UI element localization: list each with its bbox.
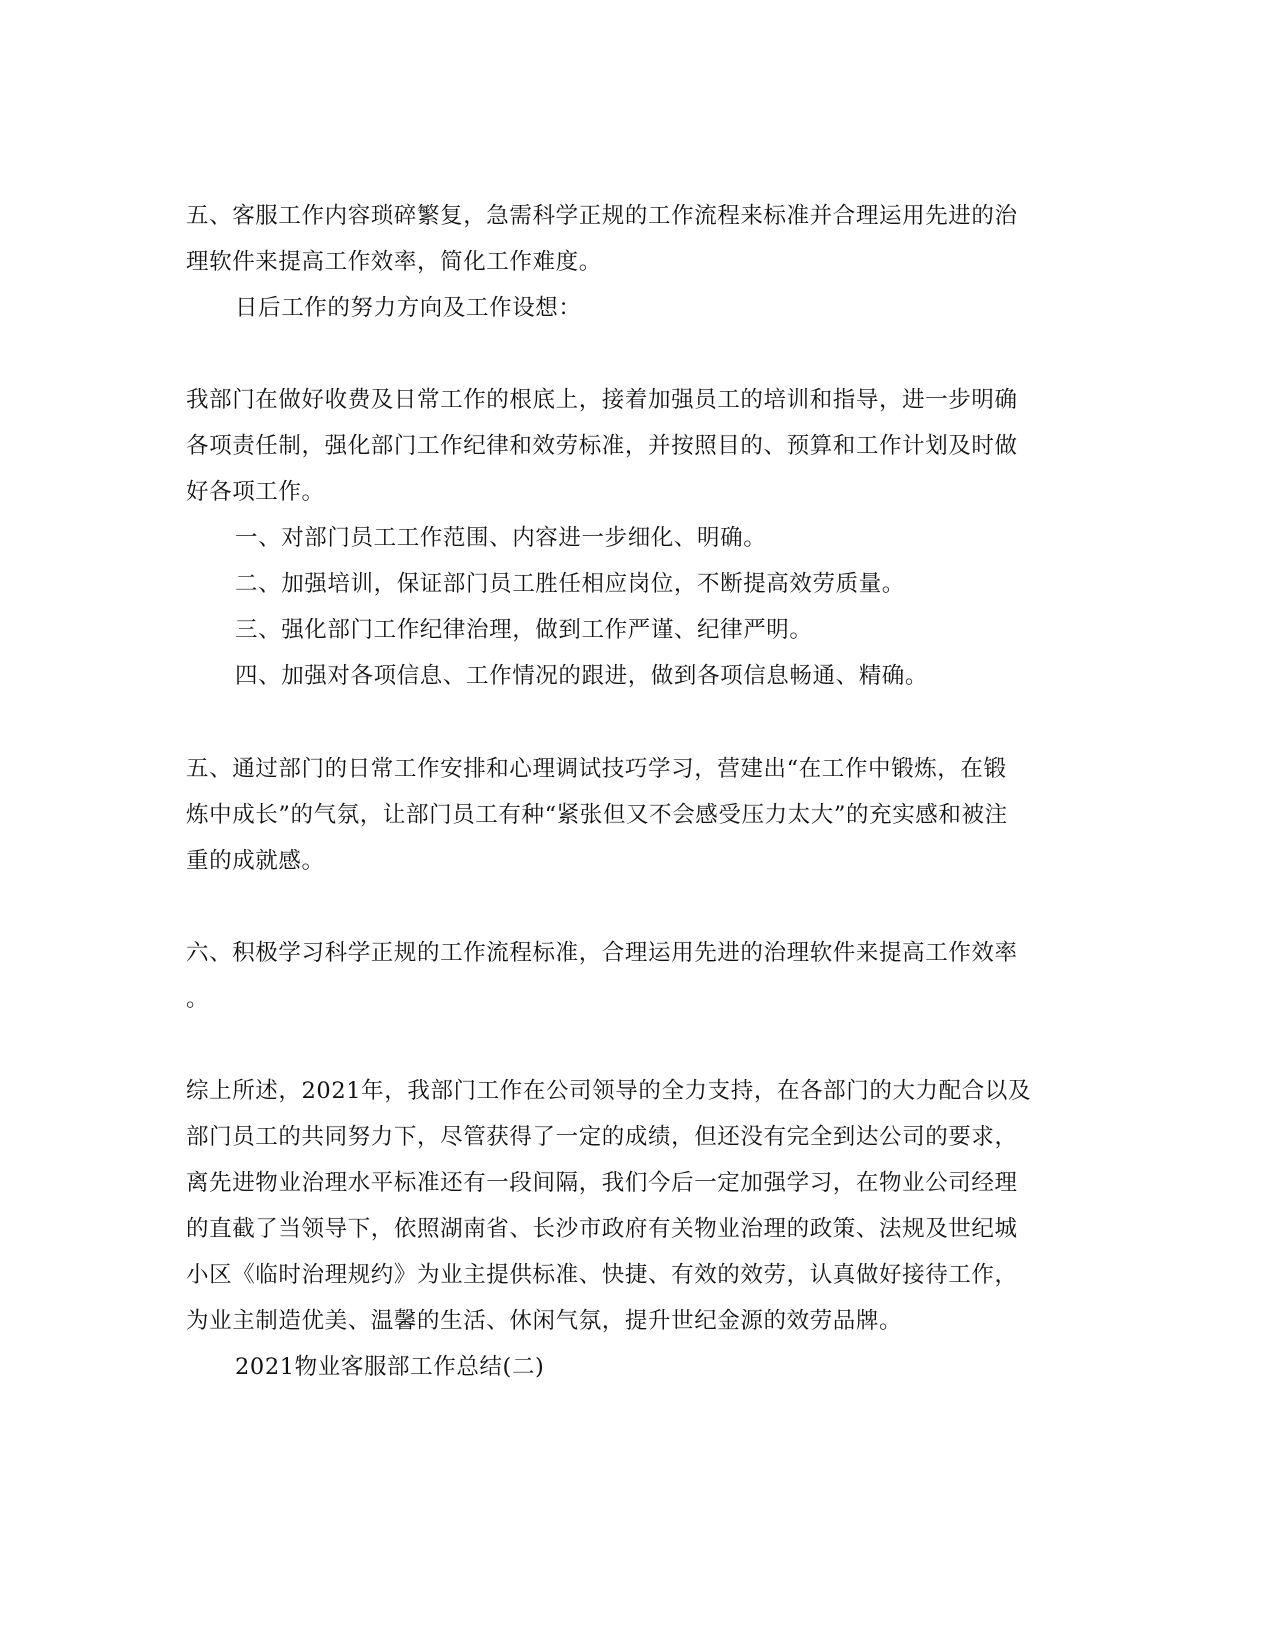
text-line: 好各项工作。 (186, 479, 325, 505)
text-line: 重的成就感。 (186, 848, 325, 874)
text-line: 为业主制造优美、温馨的生活、休闲气氛，提升世纪金源的效劳品牌。 (186, 1308, 903, 1334)
text-line: 日后工作的努力方向及工作设想： (235, 295, 582, 321)
text-line: 五、通过部门的日常工作安排和心理调试技巧学习，营建出“在工作中锻炼，在锻 (186, 756, 1007, 782)
text-line: 我部门在做好收费及日常工作的根底上，接着加强员工的培训和指导，进一步明确 (186, 387, 1018, 413)
text-line: 一、对部门员工工作范围、内容进一步细化、明确。 (235, 525, 767, 551)
text-line: 四、加强对各项信息、工作情况的跟进，做到各项信息畅通、精确。 (235, 663, 929, 689)
text-line: 离先进物业治理水平标准还有一段间隔，我们今后一定加强学习，在物业公司经理 (186, 1170, 1018, 1196)
text-line: 小区《临时治理规约》为业主提供标准、快捷、有效的效劳，认真做好接待工作， (186, 1262, 1018, 1288)
text-line: 部门员工的共同努力下，尽管获得了一定的成绩，但还没有完全到达公司的要求， (186, 1124, 1018, 1150)
text-line: 炼中成长”的气氛，让部门员工有种“紧张但又不会感受压力太大”的充实感和被注 (186, 802, 1008, 828)
text-line: 综上所述，2021年，我部门工作在公司领导的全力支持，在各部门的大力配合以及 (186, 1078, 1032, 1104)
text-line: 六、积极学习科学正规的工作流程标准，合理运用先进的治理软件来提高工作效率 (186, 940, 1018, 966)
text-line: 的直截了当领导下，依照湖南省、长沙市政府有关物业治理的政策、法规及世纪城 (186, 1216, 1018, 1242)
text-line: 各项责任制，强化部门工作纪律和效劳标准，并按照目的、预算和工作计划及时做 (186, 433, 1018, 459)
text-line: 三、强化部门工作纪律治理，做到工作严谨、纪律严明。 (235, 617, 813, 643)
text-line: 2021物业客服部工作总结(二) (235, 1354, 545, 1380)
text-line: 五、客服工作内容琐碎繁复，急需科学正规的工作流程来标准并合理运用先进的治 (186, 203, 1018, 229)
text-line: 理软件来提高工作效率，简化工作难度。 (186, 249, 602, 275)
text-line: 。 (186, 986, 210, 1012)
text-line: 二、加强培训，保证部门员工胜任相应岗位，不断提高效劳质量。 (235, 571, 905, 597)
